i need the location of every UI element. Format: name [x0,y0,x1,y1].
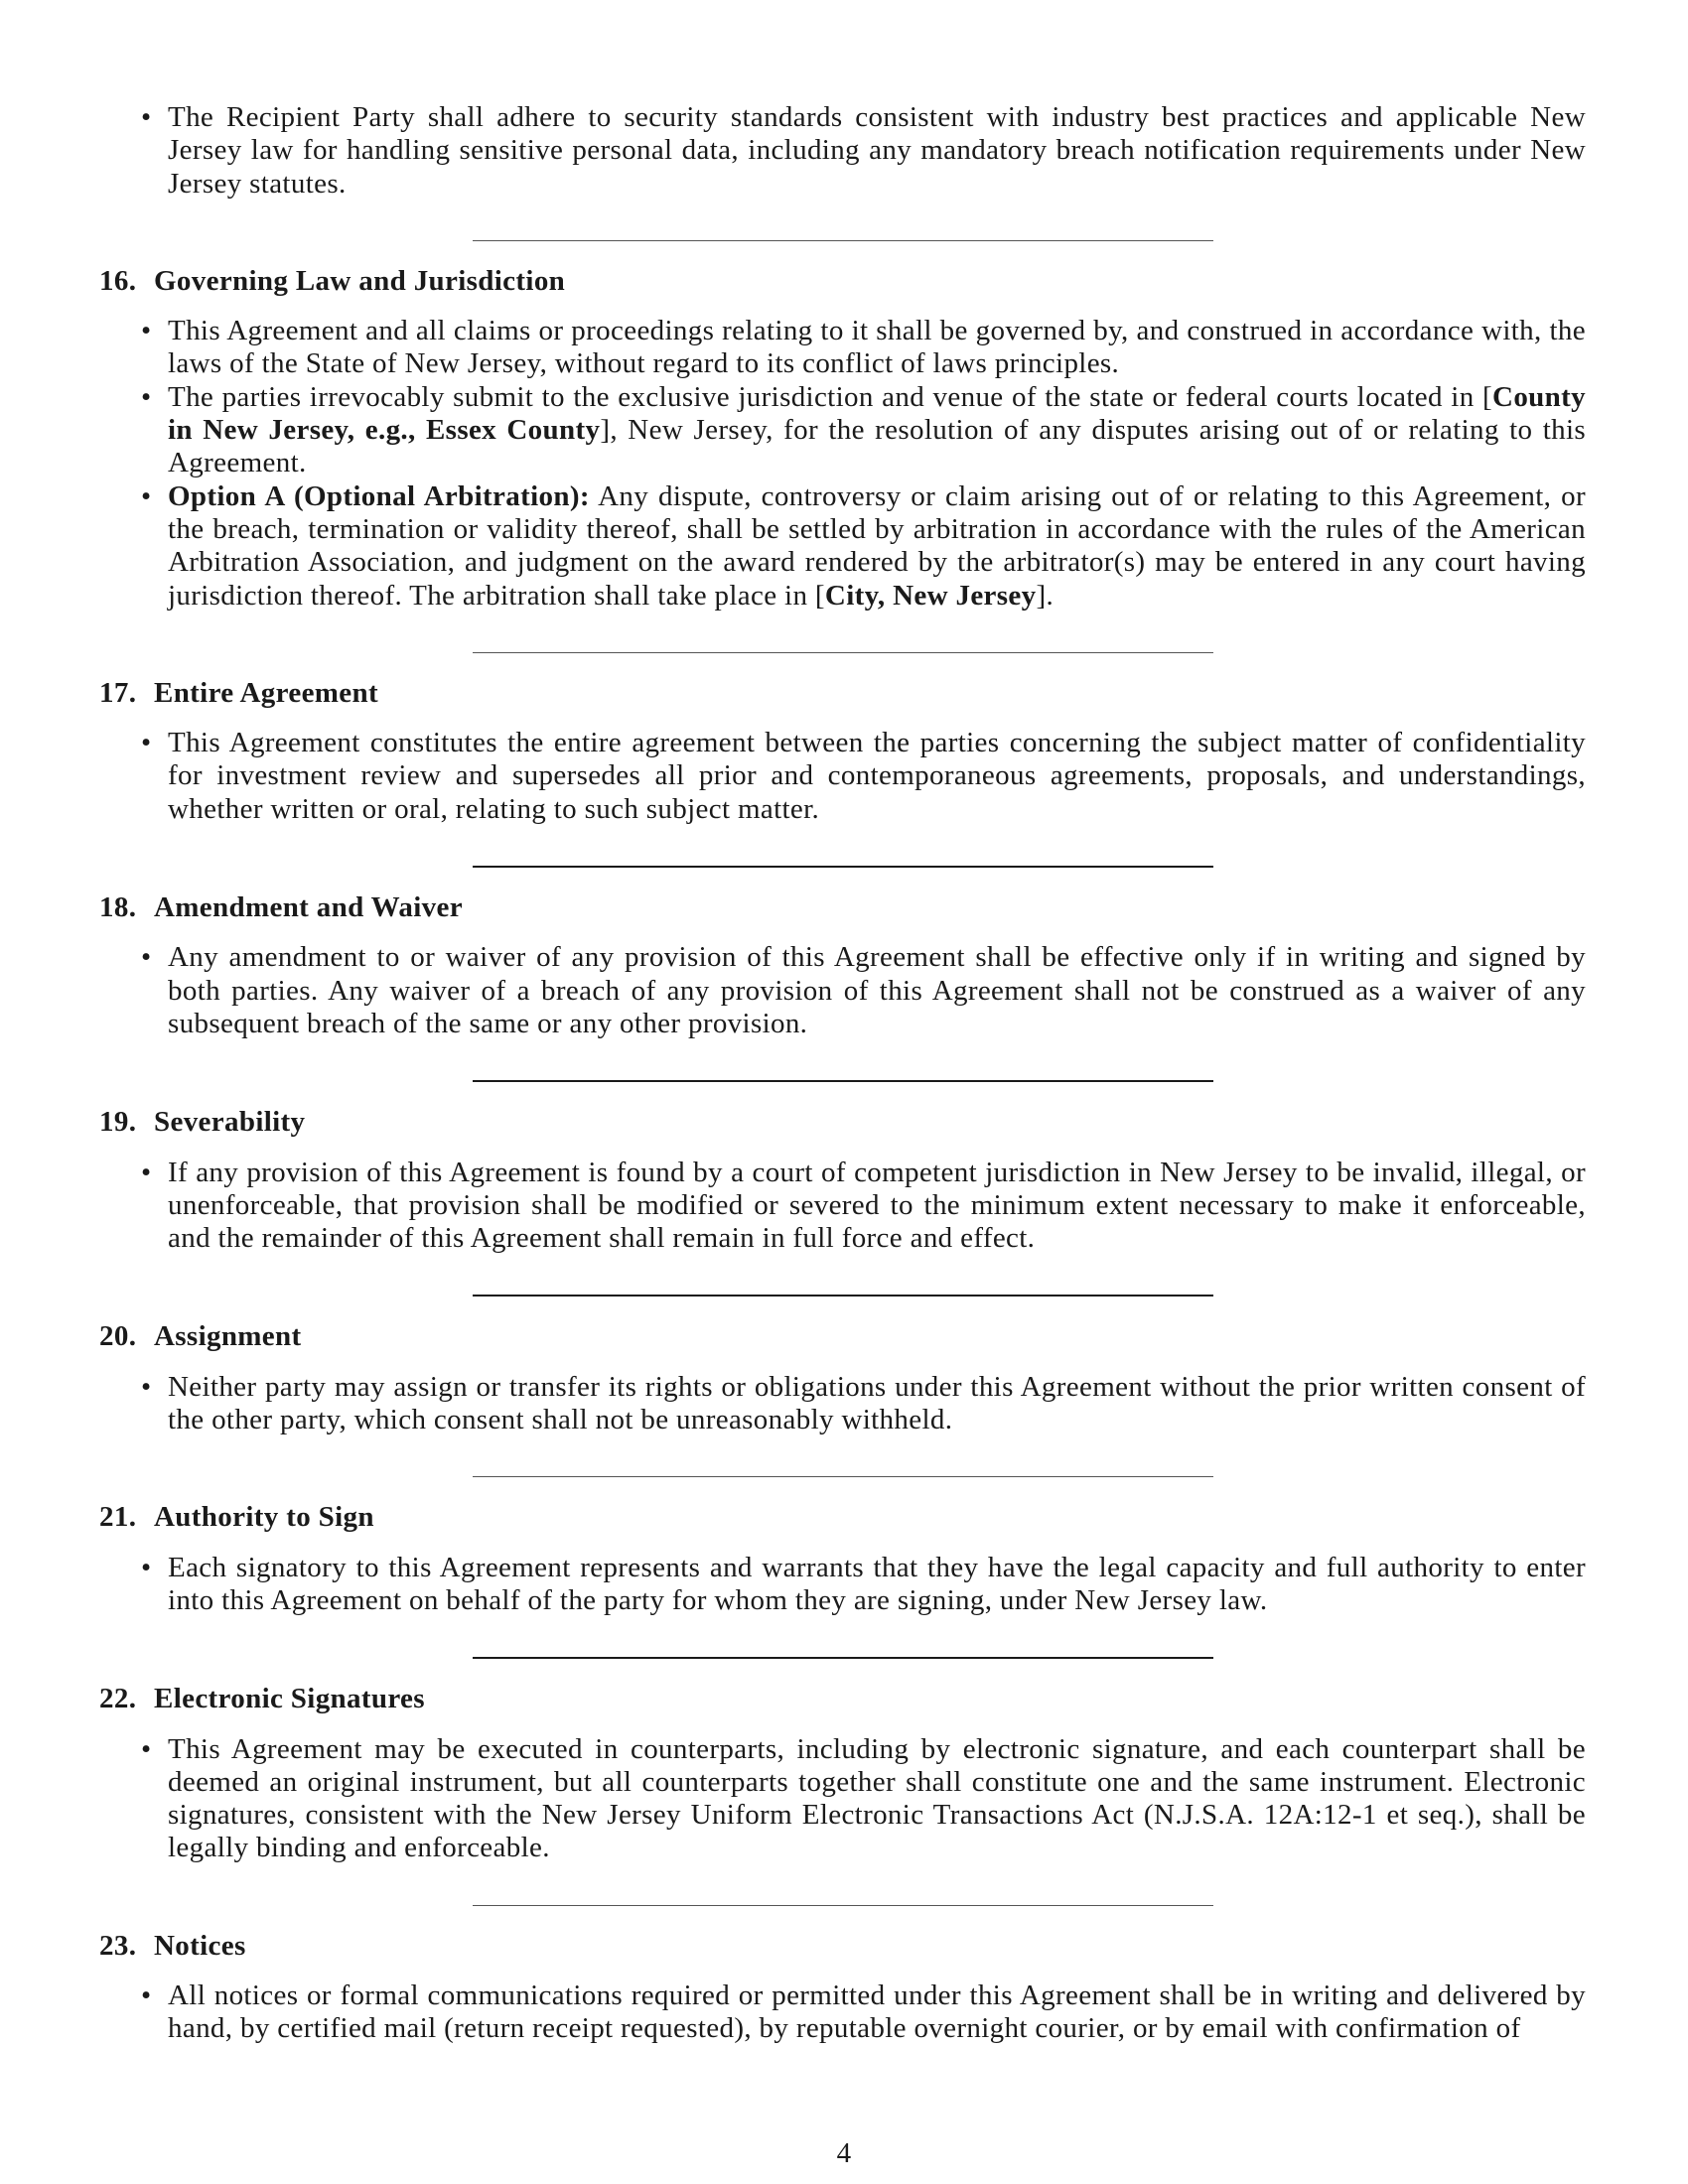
section-number: 17. [99,676,137,709]
list-item: • This Agreement may be executed in counterparts, including by electronic signature, and each counterpart shall be deemed an original instrument, but all counterparts together shall constitute one and the same instrument. Electronic signatures, consistent with the New Jersey Uniform Electronic Transactions Act (N.J.S.A. 12A:12-1 et seq.), shall be legally binding and enforceable. [168,1733,1586,1865]
bullet-list [99,1157,1586,1256]
section-number: 16. [99,264,137,297]
option-a-label: Option A (Optional Arbitration): [168,479,590,512]
bullet-list [99,941,1586,1040]
list-item: • Any amendment to or waiver of any provision of this Agreement shall be effective only if in writing and signed by both parties. Any waiver of a breach of any provision of this Agreement shall not be construed as a waiver of any subsequent breach of the same or any other provision. [168,941,1586,1040]
section-divider [473,1657,1213,1659]
bullet-list [99,315,1586,613]
bullet-list [99,727,1586,826]
section-divider [473,1295,1213,1297]
section-21 [99,1501,1586,1617]
section-heading [99,677,1586,710]
section-number: 19. [99,1106,137,1139]
section-divider [473,1476,1213,1477]
list-item: • This Agreement and all claims or proceedings relating to it shall be governed by, and construed in accordance with, the laws of the State of New Jersey, without regard to its conflict of laws principles. [168,315,1586,381]
placeholder-city: City, New Jersey [824,579,1037,612]
list-item: • The Recipient Party shall adhere to security standards consistent with industry best practices and applicable New Jersey law for handling sensitive personal data, including any mandatory breach notification requirements under New Jersey statutes. [168,101,1586,201]
section-19 [99,1106,1586,1255]
list-item: • All notices or formal communications required or permitted under this Agreement shall be in writing and delivered by hand, by certified mail (return receipt requested), by reputable overnight courier, or by email with confirmation of [168,1979,1586,2046]
section-22 [99,1683,1586,1864]
page-number: 4 [836,2137,852,2169]
section-title: Governing Law and Jurisdiction [154,264,566,297]
section-heading [99,1501,1586,1534]
section-heading [99,891,1586,924]
section-heading [99,1683,1586,1715]
section-heading [99,1106,1586,1139]
list-item: • This Agreement constitutes the entire agreement between the parties concerning the subject matter of confidentiality for investment review and supersedes all prior and contemporaneous agreements, proposals, and understandings, whether written or oral, relating to such subject matter. [168,727,1586,826]
text-segment: ]. [1036,579,1055,612]
page-content [99,101,1586,2046]
text-segment: The parties irrevocably submit to the exclusive jurisdiction and venue of the state or federal courts located in [ [168,380,1493,413]
section-divider [473,652,1213,653]
list-item [168,480,1586,613]
section-18 [99,891,1586,1040]
section-title: Electronic Signatures [154,1683,425,1715]
placeholder-county: County in New Jersey, e.g., Essex County [168,380,1586,447]
section-title: Notices [154,1929,246,1962]
section-divider [473,240,1213,241]
section-title: Entire Agreement [154,676,379,709]
list-item: • Each signatory to this Agreement represents and warrants that they have the legal capacity and full authority to enter into this Agreement on behalf of the party for whom they are signing, under New Jersey law. [168,1552,1586,1618]
list-item: • If any provision of this Agreement is found by a court of competent jurisdiction in New Jersey to be invalid, illegal, or unenforceable, that provision shall be modified or severed to the minimum extent necessary to make it enforceable, and the remainder of this Agreement shall remain in full force and effect. [168,1157,1586,1256]
section-heading [99,1320,1586,1353]
bullet-list [99,1979,1586,2046]
section-number: 22. [99,1683,137,1715]
section-title: Severability [154,1106,306,1139]
section-title: Amendment and Waiver [154,891,463,924]
bullet-list [99,1552,1586,1618]
bullet-list [99,1371,1586,1437]
text-segment: ], New Jersey, for the resolution of any disputes arising out of or relating to this Agreement. [168,414,1586,479]
section-16 [99,265,1586,613]
section-number: 20. [99,1320,137,1353]
section-title: Authority to Sign [154,1501,374,1534]
section-number: 21. [99,1501,137,1534]
section-divider [473,1080,1213,1082]
text-segment: Any dispute, controversy or claim arising out of or relating to this Agreement, or the breach, termination or validity thereof, shall be settled by arbitration in accordance with the rules of the American Arbitration Association, and judgment on the award rendered by the arbitrator(s) may be entered in any court having jurisdiction thereof. The arbitration shall take place in [ [168,479,1586,612]
section-title: Assignment [154,1320,302,1353]
section-heading [99,265,1586,298]
list-item [168,381,1586,480]
section-20 [99,1320,1586,1436]
section-number: 18. [99,891,137,924]
section-divider [473,1905,1213,1906]
section-number: 23. [99,1929,137,1962]
bullet-list [99,1733,1586,1865]
section-heading [99,1930,1586,1963]
section-17 [99,677,1586,826]
continued-bullet-list [99,101,1586,201]
list-item: • Neither party may assign or transfer its rights or obligations under this Agreement without the prior written consent of the other party, which consent shall not be unreasonably withheld. [168,1371,1586,1437]
section-divider [473,866,1213,868]
section-23 [99,1930,1586,2046]
